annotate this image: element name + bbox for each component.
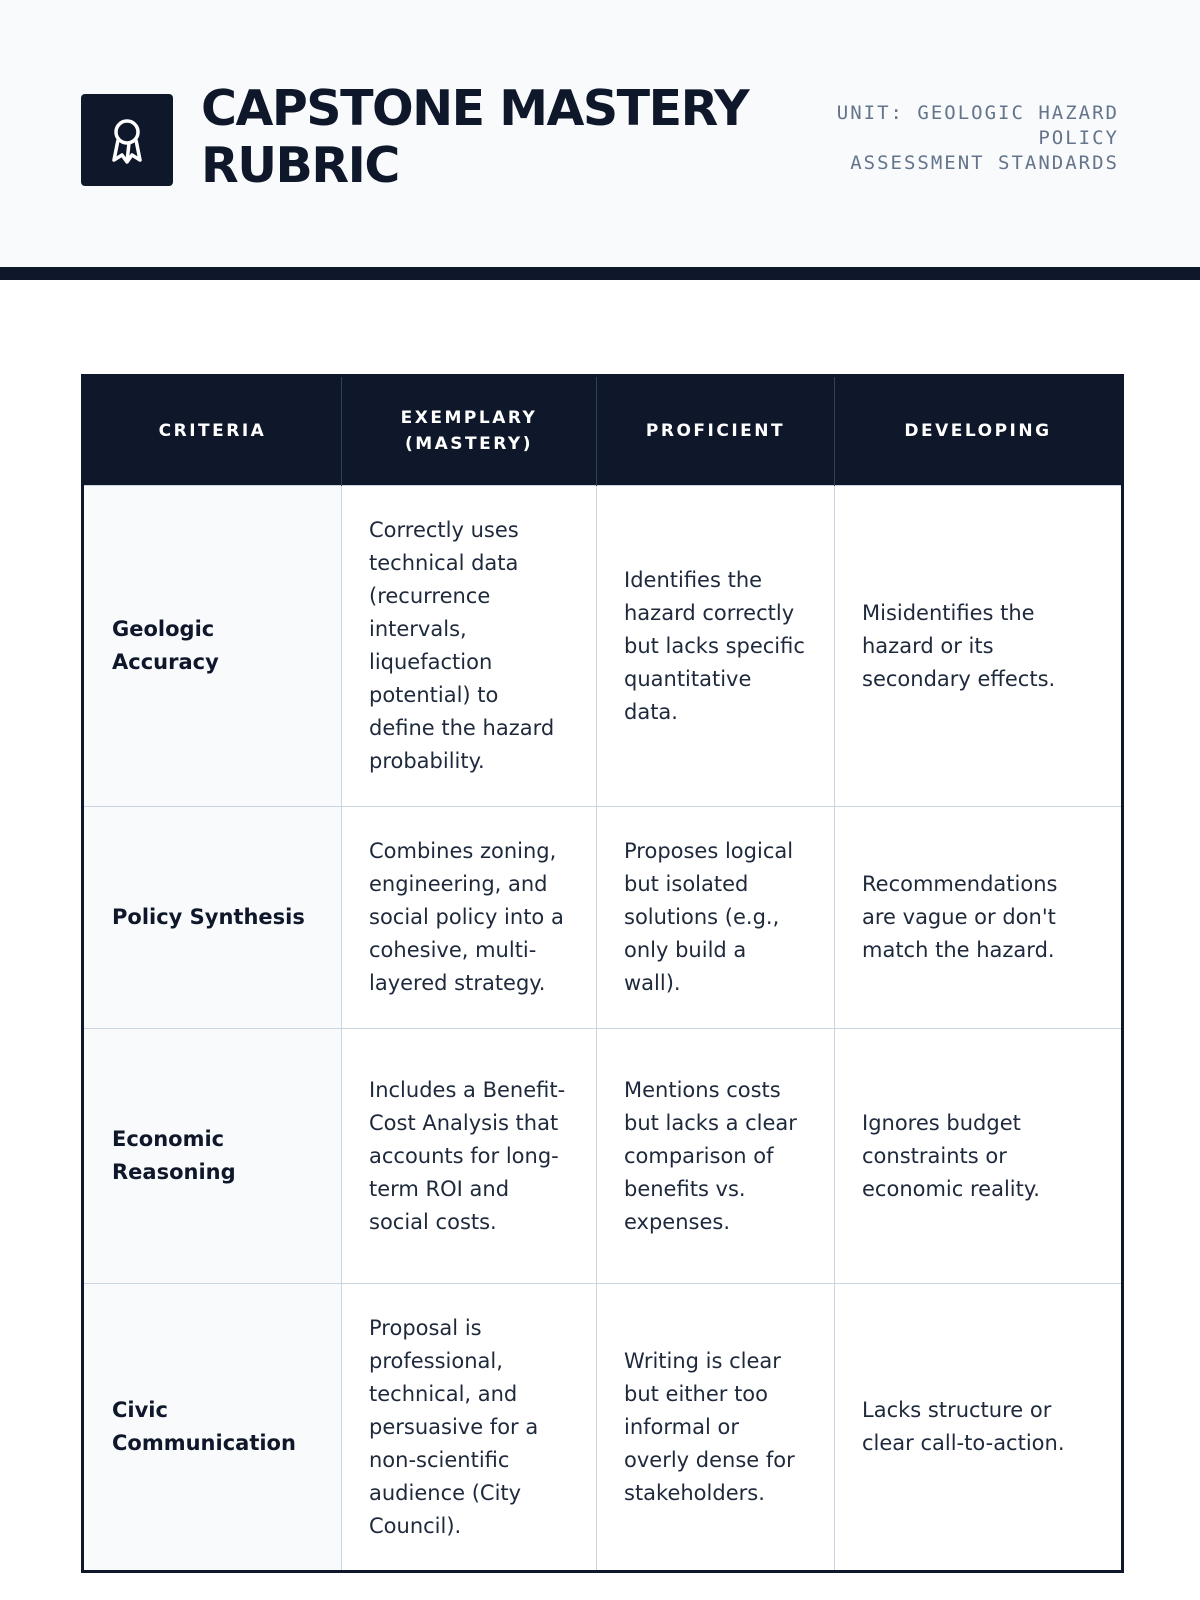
rubric-header — [0, 0, 1200, 280]
exemplary-cell: Includes a Benefit-Cost Analysis that accounts for long-term ROI and social costs. — [342, 1029, 597, 1284]
logo-badge — [81, 94, 173, 186]
column-header-developing: DEVELOPING — [835, 376, 1123, 486]
proficient-cell: Identifies the hazard correctly but lacks specific quantitative data. — [597, 486, 835, 807]
table-row — [83, 1029, 1123, 1284]
column-header-criteria: CRITERIA — [83, 376, 342, 486]
criteria-cell: Economic Reasoning — [83, 1029, 342, 1284]
table-row — [83, 807, 1123, 1029]
proficient-cell: Writing is clear but either too informal or overly dense for stakeholders. — [597, 1284, 835, 1572]
developing-cell: Misidentifies the hazard or its secondary effects. — [835, 486, 1123, 807]
column-header-exemplary: EXEMPLARY (MASTERY) — [342, 376, 597, 486]
developing-cell: Recommendations are vague or don't match the hazard. — [835, 807, 1123, 1029]
column-header-proficient: PROFICIENT — [597, 376, 835, 486]
proficient-cell: Proposes logical but isolated solutions (e.g., only build a wall). — [597, 807, 835, 1029]
developing-cell: Lacks structure or clear call-to-action. — [835, 1284, 1123, 1572]
table-row — [83, 486, 1123, 807]
rubric-table — [81, 374, 1124, 1573]
table-header-row — [83, 376, 1123, 486]
exemplary-cell: Combines zoning, engineering, and social policy into a cohesive, multi-layered strategy. — [342, 807, 597, 1029]
page-title: CAPSTONE MASTERY RUBRIC — [201, 80, 749, 194]
exemplary-cell: Correctly uses technical data (recurrence intervals, liquefaction potential) to define the hazard probability. — [342, 486, 597, 807]
standards-label: ASSESSMENT STANDARDS — [850, 152, 1119, 174]
unit-label: UNIT: GEOLOGIC HAZARD POLICY — [836, 102, 1119, 149]
criteria-cell: Geologic Accuracy — [83, 486, 342, 807]
proficient-cell: Mentions costs but lacks a clear comparison of benefits vs. expenses. — [597, 1029, 835, 1284]
criteria-cell: Policy Synthesis — [83, 807, 342, 1029]
exemplary-cell: Proposal is professional, technical, and persuasive for a non-scientific audience (City Council). — [342, 1284, 597, 1572]
unit-meta — [789, 101, 1119, 176]
table-row — [83, 1284, 1123, 1572]
developing-cell: Ignores budget constraints or economic reality. — [835, 1029, 1123, 1284]
criteria-cell: Civic Communication — [83, 1284, 342, 1572]
